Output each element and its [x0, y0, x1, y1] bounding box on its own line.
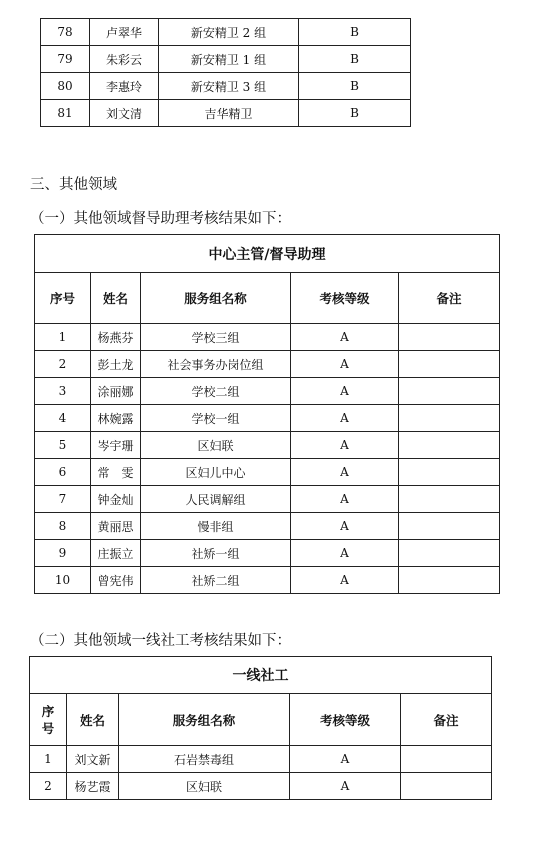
row-number: 1 [30, 746, 67, 773]
header-name: 姓名 [67, 694, 119, 746]
table-row [35, 351, 500, 378]
table-row [35, 567, 500, 594]
row-group: 新安精卫 3 组 [159, 73, 299, 100]
row-note [399, 513, 500, 540]
row-note [399, 540, 500, 567]
subsection-heading-2: （二）其他领域一线社工考核结果如下： [30, 633, 291, 649]
row-number: 4 [35, 405, 91, 432]
row-name: 杨艺霞 [67, 773, 119, 800]
row-grade: A [291, 513, 399, 540]
row-name: 庄振立 [91, 540, 141, 567]
table-row [30, 746, 492, 773]
row-number: 1 [35, 324, 91, 351]
row-number: 9 [35, 540, 91, 567]
row-number: 7 [35, 486, 91, 513]
row-group: 新安精卫 1 组 [159, 46, 299, 73]
results-table-continued [40, 18, 411, 127]
subsection-heading-1: （一）其他领域督导助理考核结果如下： [30, 211, 291, 227]
row-name: 刘文新 [67, 746, 119, 773]
table-header-row [35, 273, 500, 324]
table-title: 中心主管/督导助理 [35, 235, 500, 273]
frontline-social-worker-table [29, 656, 492, 800]
header-note: 备注 [399, 273, 500, 324]
header-name: 姓名 [91, 273, 141, 324]
table-row [35, 486, 500, 513]
row-number: 6 [35, 459, 91, 486]
header-number-line2: 号 [41, 720, 55, 736]
row-number: 2 [30, 773, 67, 800]
row-note [401, 746, 492, 773]
header-group: 服务组名称 [119, 694, 290, 746]
row-grade: B [299, 100, 411, 127]
row-grade: A [291, 378, 399, 405]
row-note [399, 459, 500, 486]
table-title: 一线社工 [30, 657, 492, 694]
row-note [399, 432, 500, 459]
row-group: 区妇联 [119, 773, 290, 800]
row-name: 朱彩云 [90, 46, 159, 73]
row-group: 社矫一组 [141, 540, 291, 567]
row-number: 79 [41, 46, 90, 73]
row-name: 卢翠华 [90, 19, 159, 46]
row-number: 3 [35, 378, 91, 405]
row-grade: B [299, 46, 411, 73]
table-row [41, 46, 411, 73]
table-row [35, 432, 500, 459]
table-header-row [30, 694, 492, 746]
row-grade: A [291, 459, 399, 486]
row-number: 78 [41, 19, 90, 46]
row-name: 杨燕芬 [91, 324, 141, 351]
row-name: 刘文清 [90, 100, 159, 127]
row-name: 彭土龙 [91, 351, 141, 378]
row-name: 林婉露 [91, 405, 141, 432]
header-note: 备注 [401, 694, 492, 746]
row-name: 涂丽娜 [91, 378, 141, 405]
row-number: 80 [41, 73, 90, 100]
row-group: 石岩禁毒组 [119, 746, 290, 773]
table-row [35, 513, 500, 540]
table-row [35, 540, 500, 567]
header-grade: 考核等级 [291, 273, 399, 324]
header-number-line1: 序 [41, 703, 55, 719]
row-note [399, 324, 500, 351]
row-group: 区妇联 [141, 432, 291, 459]
row-number: 5 [35, 432, 91, 459]
table-row [35, 405, 500, 432]
row-group: 社矫二组 [141, 567, 291, 594]
row-group: 吉华精卫 [159, 100, 299, 127]
row-group: 学校三组 [141, 324, 291, 351]
header-number [30, 694, 67, 746]
row-grade: A [291, 351, 399, 378]
table-row [41, 19, 411, 46]
row-name: 常 雯 [91, 459, 141, 486]
row-grade: A [291, 405, 399, 432]
table-row [41, 100, 411, 127]
row-group: 新安精卫 2 组 [159, 19, 299, 46]
row-grade: A [290, 746, 401, 773]
row-group: 社会事务办岗位组 [141, 351, 291, 378]
header-group: 服务组名称 [141, 273, 291, 324]
row-group: 学校一组 [141, 405, 291, 432]
row-grade: A [291, 567, 399, 594]
row-name: 黄丽思 [91, 513, 141, 540]
supervisor-assistant-table [34, 234, 500, 594]
row-note [399, 486, 500, 513]
table-row [30, 773, 492, 800]
section-heading: 三、其他领域 [30, 177, 117, 193]
row-name: 李惠玲 [90, 73, 159, 100]
table-row [41, 73, 411, 100]
row-note [399, 378, 500, 405]
row-grade: A [291, 432, 399, 459]
row-number: 81 [41, 100, 90, 127]
header-number: 序号 [35, 273, 91, 324]
row-group: 慢非组 [141, 513, 291, 540]
row-grade: A [290, 773, 401, 800]
row-group: 区妇儿中心 [141, 459, 291, 486]
row-grade: B [299, 19, 411, 46]
row-grade: A [291, 486, 399, 513]
row-name: 岑宇珊 [91, 432, 141, 459]
row-note [399, 405, 500, 432]
table-row [35, 378, 500, 405]
row-name: 钟金灿 [91, 486, 141, 513]
table-row [35, 459, 500, 486]
row-note [399, 351, 500, 378]
row-note [401, 773, 492, 800]
row-number: 2 [35, 351, 91, 378]
row-note [399, 567, 500, 594]
row-group: 人民调解组 [141, 486, 291, 513]
header-grade: 考核等级 [290, 694, 401, 746]
row-name: 曾宪伟 [91, 567, 141, 594]
table-row [35, 324, 500, 351]
row-grade: B [299, 73, 411, 100]
row-group: 学校二组 [141, 378, 291, 405]
row-grade: A [291, 540, 399, 567]
row-number: 10 [35, 567, 91, 594]
row-grade: A [291, 324, 399, 351]
row-number: 8 [35, 513, 91, 540]
